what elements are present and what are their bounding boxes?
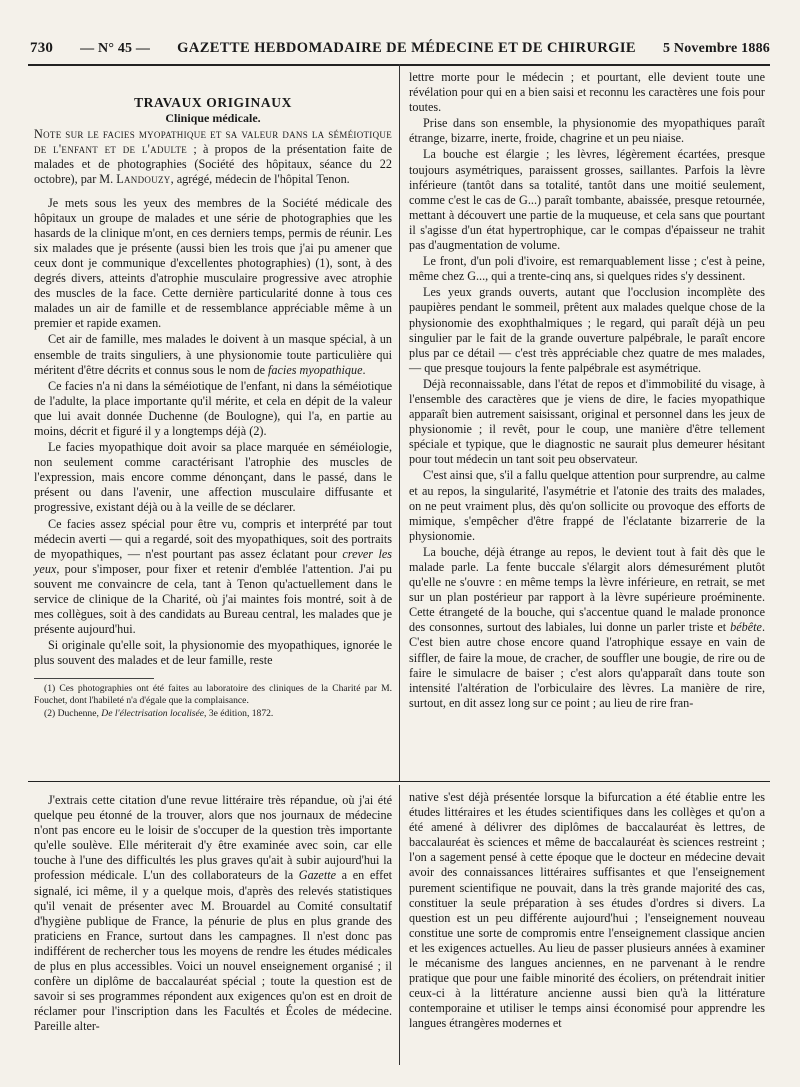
column-divider-bottom — [399, 785, 400, 1065]
article-heading — [34, 127, 392, 187]
section-title: TRAVAUX ORIGINAUX — [134, 95, 292, 110]
paragraph: Le front, d'un poli d'ivoire, est remarquablement lisse ; c'est à peine, même chez G..., qui a trente-cinq ans, si quelques rides s'y dessinent. — [409, 254, 765, 284]
footnote-2-a: (2) Duchenne, — [44, 707, 102, 719]
gazette-term: Gazette — [298, 868, 337, 883]
paragraph-text: La bouche, déjà étrange au repos, le devient tout à fait dès que le malade parle. La fente buccale s'élargit alors démesurément plutôt qu'elle ne s'ouvre : en même temps la lèvre inférieure, en retrait, se met sur un plan postérieur par rapport à la lèvre supérieure proéminente. Cette étrangeté de la bouche, qui s'accentue quand le malade prononce des consonnes, surtout des labiales, lui donne un parler triste et — [409, 544, 765, 635]
paragraph: Les yeux grands ouverts, autant que l'occlusion incomplète des paupières pendant le sommeil, prêtent aux malades quelque chose de la physionomie des exophthalmiques ; le regard, qui paraît déjà un peu singulier par le fait de la grande ouverture palpébrale, le paraît encore plus par ce détail — c'est très appréciable chez quatre de mes malades, — que presque toujours la fente palpébrale est asymétrique. — [409, 285, 765, 375]
paragraph — [409, 545, 765, 711]
paragraph: Ce facies n'a ni dans la séméiotique de l'enfant, ni dans la séméiotique de l'adulte, la place importante qu'il mérite, et cela en dépit de la valeur que lui avait donnée Duchenne (de Boulogne), qui l'a, en partie au moins, décrit et figuré il y a longtemps déjà (2). — [34, 378, 392, 438]
footnote-2-title: De l'électrisation localisée — [101, 707, 205, 719]
paragraph: Si originale qu'elle soit, la physionomie des myopathiques, ignorée le plus souvent des malades et de leur famille, reste — [34, 638, 392, 668]
facies-term: facies myopathique — [268, 362, 363, 377]
article-head-rest: ; à propos de la présentation faite de malades et de photographies (Société des hôpitaux, séance du 22 octobre), par M. — [34, 142, 392, 187]
article-author-rest: , agrégé, médecin de l'hôpital Tenon. — [170, 172, 350, 187]
page-number: 730 — [30, 40, 54, 56]
column-divider-top — [399, 64, 400, 781]
paragraph: Prise dans son ensemble, la physionomie des myopathiques paraît étrange, bizarre, inerte, froide, chagrine et un peu niaise. — [409, 116, 765, 146]
paragraph — [34, 517, 392, 638]
footnote-2 — [34, 708, 392, 720]
paragraph-text: J'extrais cette citation d'une revue littéraire très répandue, où j'ai été quelque peu étonné de la trouver, alors que nos journaux de médecine n'ont pas encore eu le loisir de s'occuper de la question très importante qu'elle soulève. Elle mériterait d'y être examinée avec soin, car elle touche à l'une des difficultés les plus graves qu'ait à subir aujourd'hui la profession médicale. L'un des collaborateurs de la — [34, 793, 392, 883]
column-right-bottom — [409, 790, 765, 1032]
footnote-rule — [34, 678, 154, 679]
paragraph-text: essaye en vain de siffler, de faire la moue, de cracher, de souffler une bougie, de rire ou de faire le simulacre de baiser ; c'est alors qu'apparaît dans toute son intensité l'altération de l'orbiculaire des lèvres. La manière de rire, surtout, en dit assez long sur ce point ; au lieu de rire fran- — [409, 635, 765, 710]
footnote-2-b: , 3e édition, 1872. — [204, 707, 274, 719]
section-subtitle: Clinique médicale. — [165, 111, 261, 126]
paragraph-text: . C'est bien autre chose encore quand l'atrophique — [409, 620, 765, 650]
footnote-1: (1) Ces photographies ont été faites au laboratoire des cliniques de la Charité par M. Fouchet, dont l'habileté n'a d'égale que la complaisance. — [34, 683, 392, 707]
paragraph-text: . — [362, 362, 366, 377]
column-left-bottom — [34, 793, 392, 1035]
paragraph: Je mets sous les yeux des membres de la Société médicale des hôpitaux un groupe de malades et une série de photographies que les hasards de la clinique m'ont, en ces derniers temps, permis de réunir. Les six malades que je présente (aussi bien les trois que j'ai pu amener que ceux dont je communique d'excellentes photographies) (1), sont, à des degrés divers, atteints d'atrophie musculaire progressive avec atrophie des muscles de la face. Cette dernière particularité donne à tous ces malades un air de famille et de ressemblance appréciable même à un premier et rapide examen. — [34, 195, 392, 331]
column-left-top — [34, 95, 392, 719]
column-right-top — [409, 70, 765, 711]
journal-title: GAZETTE HEBDOMADAIRE DE MÉDECINE ET DE CHIRURGIE — [177, 40, 636, 56]
article-head-caps: sur le facies myopathique et sa valeur dans la séméiotique de l'enfant et de l'adulte — [34, 127, 392, 157]
paragraph: Le facies myopathique doit avoir sa place marquée en séméiologie, non seulement comme caractérisant l'atrophie des muscles de l'expression, mais encore comme dénonçant, dans le passé, dans le présent ou dans l'avenir, une affection musculaire diffusante et progressive, existant déjà ou à la veille de se déclarer. — [34, 440, 392, 515]
paragraph: lettre morte pour le médecin ; et pourtant, elle devient toute une révélation pour qui en a bien saisi et reconnu les caractères une fois pour toutes. — [409, 70, 765, 115]
paragraph: C'est ainsi que, s'il a fallu quelque attention pour surprendre, au calme et au repos, la singularité, l'asymétrie et l'atonie des traits des malades, on ne peut vraiment plus, dès qu'on sollicite ou provoque des efforts de mimique, s'empêcher d'être frappé de l'éclatante bizarrerie de la physionomie. — [409, 468, 765, 543]
issue-date: 5 Novembre 1886 — [663, 41, 770, 56]
paragraph: native s'est déjà présentée lorsque la bifurcation a été établie entre les études littéraires et les études scientifiques dans les collèges et qu'on a été amené à délivrer des diplômes de baccalauréat ès lettres, de baccalauréat ès sciences et même de baccalauréat ès sciences restreint ; l'on a sagement pensé à cette époque que le docteur en médecine devait avoir des connaissances littéraires suffisantes et que l'enseignement purement scientifique ne pouvait, dans la très grande majorité des cas, constituer la seule préparation à ses études d'ordres si divers. La question est un peu différente aujourd'hui ; l'enseignement nouveau constitue une sorte de compromis entre l'enseignement classique ancien et les exigences actuelles. Au lieu de passer plusieurs années à examiner le mécanisme des langues anciennes, en ne parvenant à le rendre pratique que pour une faible minorité des écoliers, on prétendrait initier ceux-ci à la littérature ancienne aussi bien qu'à la littérature contemporaine et utiliser le temps ainsi économisé pour apprendre les langues étrangères modernes et — [409, 790, 765, 1031]
section-divider — [28, 781, 770, 782]
paragraph — [34, 793, 392, 1035]
paragraph-text: , pour s'imposer, pour fixer et retenir d'emblée l'attention. J'ai pu souvent me convaincre de cela, tant à Tenon qu'actuellement dans le service de clinique de la Charité, où j'ai maintes fois montré, soit à de mes collègues, soit à des candidats au Bureau central, les malades que je présente aujourd'hui. — [34, 561, 392, 637]
paragraph: Déjà reconnaissable, dans l'état de repos et d'immobilité du visage, à l'ensemble des caractères que je viens de dire, le facies myopathique apparaît bien autrement saisissant, original et personnel dans les jeux de physionomie ; il revêt, pour le coup, une manière d'être tellement spéciale et typique, que le diagnostic ne saurait plus demeurer hésitant pour tout médecin un tant soit peu observateur. — [409, 376, 765, 467]
issue-number: — N° 45 — — [80, 41, 151, 56]
crever-term: crever les yeux — [34, 546, 392, 576]
paragraph-text: Cet air de famille, mes malades le doivent à un masque spécial, à un ensemble de traits singuliers, à une physionomie toute particulière qui méritent d'être décrits et connus sous le nom de — [34, 332, 392, 377]
paragraph-text: Ce facies assez spécial pour être vu, compris et interprété par tout médecin averti — qui a regardé, soit des myopathiques, soit des portraits de myopathiques, — n'est pourtant pas assez éclatant pour — [34, 516, 392, 561]
running-header — [30, 40, 770, 60]
paragraph — [34, 332, 392, 377]
article-author: Landouzy — [116, 172, 171, 187]
article-head-note: Note — [34, 127, 62, 142]
paragraph-text: a en effet signalé, ici même, il y a quelque mois, d'après des relevés statistiques qu'il venait de présenter avec M. Brouardel au Comité consultatif d'hygiène publique de France, la pénurie de plus en plus grande des praticiens en France, surtout dans les campagnes. Il n'est donc pas indifférent de rechercher tous les moyens de rendre les études médicales de plus en plus accessibles. Voici un nouvel enseignement organisé ; il confère un diplôme de baccalauréat spécial ; toute la question est de savoir si ses programmes répondent aux exigences qu'on est en droit de réclamer pour l'inscription dans les Facultés et Écoles de médecine. Pareille alter- — [34, 868, 392, 1034]
paragraph: La bouche est élargie ; les lèvres, légèrement écartées, presque toujours asymétriques, paraissent grosses, saillantes. Parfois la lèvre inférieure (tantôt dans sa totalité, tantôt dans une moitié seulement, comme c'est le cas de G...) paraît tombante, abaissée, presque retournée, mettant à découvert une partie de la muqueuse, et cela sans que pourtant il s'agisse d'un état hypertrophique, car le compas d'épaisseur ne trahit pas d'augmentation de volume. — [409, 147, 765, 253]
bebete-term: bébête — [730, 620, 762, 635]
